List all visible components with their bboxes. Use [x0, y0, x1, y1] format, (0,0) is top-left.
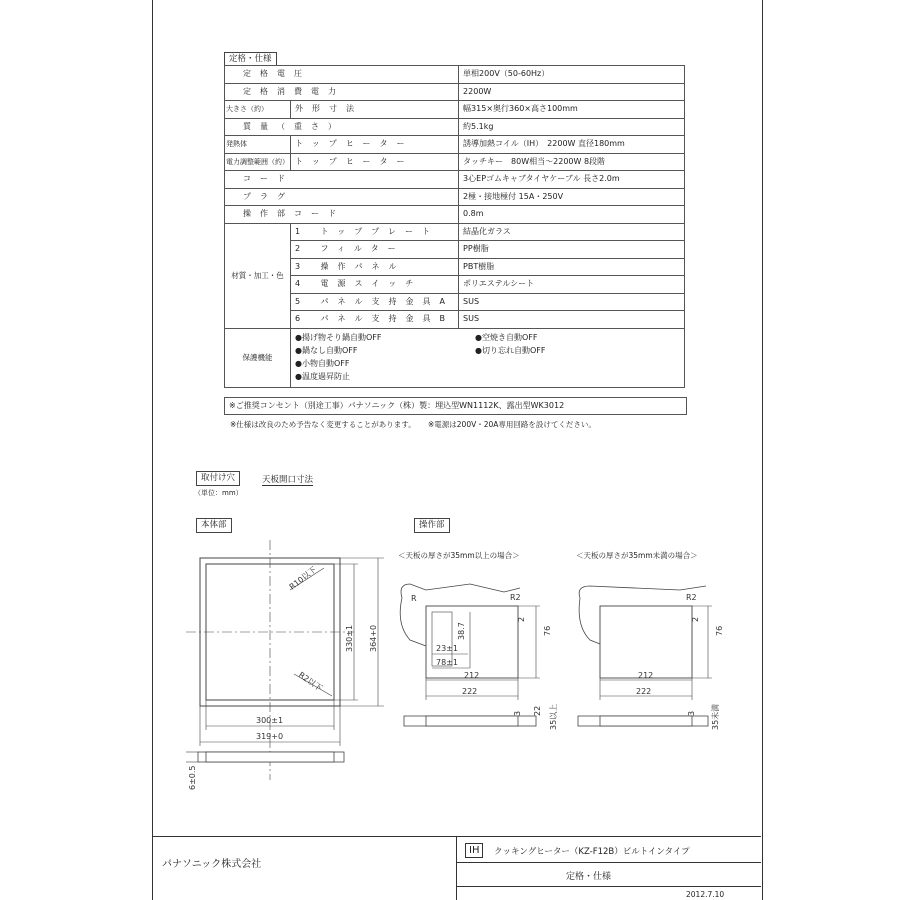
dim-35up: 35以上 — [549, 703, 558, 730]
dim-r2: R2以下 — [296, 670, 324, 693]
note-right: ※電源は200V・20A専用回路を設けてください。 — [428, 420, 596, 429]
titleblock-divider — [456, 836, 457, 900]
spec-row-label: 定格電圧 — [225, 66, 459, 84]
dim-22-a: 22 — [533, 705, 542, 716]
material-name: 電源スイッチ — [320, 279, 423, 289]
protection-label: 保護機能 — [225, 328, 291, 387]
spec-row-value: 3心EPゴムキャブタイヤケーブル 長さ2.0m — [459, 171, 685, 189]
spec-row-label: トップヒーター — [291, 153, 459, 171]
spec-row-value: 2200W — [459, 83, 685, 101]
spec-row-value: 0.8m — [459, 206, 685, 224]
protection-item: ●小物自動OFF — [295, 359, 350, 368]
material-value: ポリエステルシート — [459, 276, 685, 294]
material-name: 操作パネル — [320, 261, 406, 271]
dim-23: 23±1 — [436, 644, 458, 653]
spec-row-value: 約5.1kg — [459, 118, 685, 136]
protection-item: ●空焼き自動OFF — [475, 333, 538, 342]
dim-76-a: 76 — [543, 625, 552, 636]
material-name: パネル支持金具B — [320, 314, 455, 324]
spec-row-value: タッチキー 80W相当〜2200W 8段階 — [459, 153, 685, 171]
material-value: 結晶化ガラス — [459, 223, 685, 241]
body-label: 本体部 — [196, 518, 232, 533]
dim-387: 38.7 — [457, 622, 466, 640]
dim-r2-a: R2 — [510, 593, 521, 602]
dim-76-b: 76 — [715, 625, 724, 636]
spec-row-label: 定格消費電力 — [225, 83, 459, 101]
material-num: 2 — [295, 244, 301, 254]
protection-item: ●切り忘れ自動OFF — [475, 346, 546, 355]
spec-row-value: 誘導加熱コイル（IH） 2200W 直径180mm — [459, 136, 685, 154]
spec-row-value: 単相200V（50-60Hz） — [459, 66, 685, 84]
material-num: 6 — [295, 314, 301, 324]
dim-222-a: 222 — [462, 687, 478, 696]
spec-row-label: プラグ — [225, 188, 459, 206]
unit-label: （単位：mm） — [194, 489, 243, 497]
material-label: 材質・加工・色 — [225, 223, 291, 328]
dim-319: 319+0 — [256, 732, 284, 741]
material-value: SUS — [459, 311, 685, 329]
dim-330: 330±1 — [345, 624, 354, 652]
material-num: 3 — [295, 261, 301, 271]
material-name: パネル支持金具A — [320, 296, 455, 306]
material-value: PBT樹脂 — [459, 258, 685, 276]
doc-date: 2012.7.10 — [686, 890, 725, 899]
material-num: 4 — [295, 279, 301, 289]
install-title: 天板開口寸法 — [262, 475, 314, 485]
dim-2-a: 2 — [517, 616, 526, 622]
ih-badge: IH — [465, 843, 483, 858]
spec-row-label: トップヒーター — [291, 136, 459, 154]
panel-label: 操作部 — [414, 518, 450, 533]
dim-6: 6±0.5 — [188, 765, 197, 790]
spec-row-label: 質量（重さ） — [225, 118, 459, 136]
protection-item: ●温度過昇防止 — [295, 372, 350, 381]
spec-header: 定格・仕様 — [224, 52, 277, 66]
dim-2-b: 2 — [691, 616, 700, 622]
product-name: クッキングヒーター（KZ-F12B）ビルトインタイプ — [494, 847, 690, 857]
dim-3-b: 3 — [687, 710, 696, 716]
company-name: パナソニック株式会社 — [162, 859, 262, 870]
dim-3-a: 3 — [513, 710, 522, 716]
note-left: ※仕様は改良のため予告なく変更することがあります。 — [230, 420, 416, 429]
spec-row-label: 操作部コード — [225, 206, 459, 224]
dim-r2-b: R2 — [686, 593, 697, 602]
spec-row-value: 幅315×奥行360×高さ100mm — [459, 101, 685, 119]
material-value: PP樹脂 — [459, 241, 685, 259]
material-num: 1 — [295, 226, 301, 236]
doc-title: 定格・仕様 — [566, 872, 612, 882]
install-box: 取付け穴 — [196, 471, 240, 486]
dim-300: 300±1 — [256, 716, 284, 725]
panel-case-a: ＜天板の厚さが35mm以上の場合＞ — [398, 551, 520, 560]
spec-row-pre: 電力調整範囲（約） — [225, 153, 291, 171]
dim-212-a: 212 — [464, 671, 480, 680]
material-value: SUS — [459, 293, 685, 311]
spec-row-value: 2極・接地極付 15A・250V — [459, 188, 685, 206]
dim-35dn: 35未満 — [711, 703, 720, 730]
dim-364: 364+0 — [369, 624, 378, 652]
protection-item: ●揚げ物そり鍋自動OFF — [295, 333, 382, 342]
spec-row-pre: 大きさ（約） — [225, 101, 291, 119]
protection-item: ●鍋なし自動OFF — [295, 346, 358, 355]
dim-rmark: R — [411, 594, 417, 603]
dim-222-b: 222 — [636, 687, 652, 696]
dim-78: 78±1 — [436, 658, 458, 667]
recommend-outlet: ※ご推奨コンセント（別途工事）パナソニック（株）製：埋込型WN1112K、露出型WK3012 — [224, 397, 687, 415]
dim-r10: R10以下 — [287, 564, 319, 592]
dim-212-b: 212 — [638, 671, 654, 680]
spec-row-label: コード — [225, 171, 459, 189]
spec-row-pre: 発熱体 — [225, 136, 291, 154]
material-name: トッププレート — [320, 226, 439, 236]
spec-row-label: 外形寸法 — [291, 101, 459, 119]
material-num: 5 — [295, 296, 301, 306]
material-name: フィルター — [320, 244, 405, 254]
panel-case-b: ＜天板の厚さが35mm未満の場合＞ — [576, 551, 698, 560]
